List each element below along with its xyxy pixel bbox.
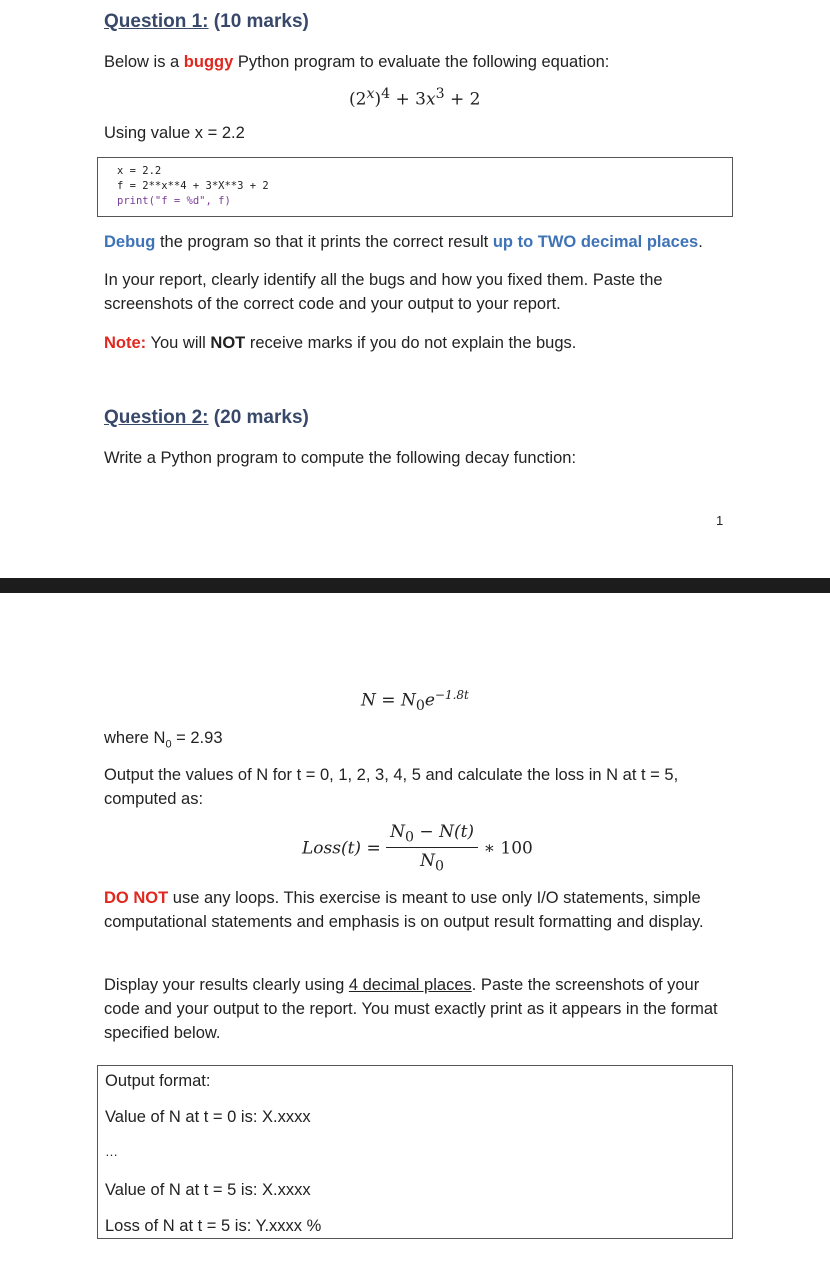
- output-instruction: Output the values of N for t = 0, 1, 2, 3, 4, 5 and calculate the loss in N at t = 5, computed as:: [104, 766, 679, 808]
- decay-lhs: N: [361, 690, 376, 711]
- note-text-pre: You will: [150, 334, 206, 352]
- page-separator: [0, 578, 830, 593]
- eq-exp2: 3: [435, 86, 445, 102]
- output-format-box: [97, 1065, 733, 1239]
- eq-coef: 3: [415, 89, 426, 110]
- question-1-label: Question 1:: [104, 11, 209, 32]
- output-ellipsis: …: [105, 1144, 118, 1159]
- code-line-2: f = 2**x**4 + 3*X**3 + 2: [117, 180, 269, 192]
- loss-lhs: Loss(t) =: [302, 838, 381, 859]
- intro-text-post: Python program to evaluate the following equation:: [237, 53, 610, 71]
- eq-base: 2: [355, 89, 367, 110]
- question-2-heading: [104, 407, 309, 429]
- donot-paragraph: [104, 886, 729, 934]
- debug-text: the program so that it prints the correct result: [159, 233, 489, 251]
- loss-tail: ∗ 100: [483, 838, 533, 859]
- where-value: = 2.93: [171, 729, 223, 747]
- donot-text: use any loops. This exercise is meant to use only I/O statements, simple computational statements and emphasis is on output result formatting and display.: [104, 889, 704, 931]
- code-line-3: [117, 194, 732, 209]
- loss-fraction: [386, 822, 478, 875]
- num-rest: − N(t): [414, 822, 475, 842]
- equation-1: $(2^x)^4 + 3x^3 + 2$: [349, 86, 481, 110]
- output-line-loss: Loss of N at t = 5 is: Y.xxxx %: [105, 1217, 322, 1235]
- num-n: N: [390, 822, 405, 842]
- report-instruction: In your report, clearly identify all the bugs and how you fixed them. Paste the screenshots of the correct code and your output to your report.: [104, 271, 663, 313]
- note-label: Note:: [104, 334, 147, 352]
- decay-exp: −1.8t: [434, 688, 469, 702]
- eq-exp-inner: x: [366, 86, 375, 102]
- debug-word: Debug: [104, 233, 156, 251]
- eq-exp-outer: 4: [381, 86, 391, 102]
- den-sub: 0: [435, 858, 445, 875]
- den-n: N: [420, 851, 436, 872]
- question-1-marks: (10 marks): [213, 11, 309, 32]
- question-1-heading: [104, 11, 309, 33]
- decimal-places-highlight: up to TWO decimal places: [492, 233, 699, 251]
- decay-equation: $N = N_0e^{-1.8t}$: [361, 688, 469, 715]
- debug-instruction: [104, 230, 703, 254]
- decimal-places-underline: 4 decimal places: [348, 976, 472, 994]
- where-sub: 0: [165, 738, 172, 751]
- loss-equation: [302, 822, 533, 875]
- intro-text-pre: Below is a: [104, 53, 180, 71]
- question-2-marks: (20 marks): [213, 407, 309, 428]
- code-line-1: x = 2.2: [117, 165, 162, 177]
- loss-denominator: [386, 848, 478, 874]
- document-page-2: [0, 593, 830, 1280]
- note-text-post: receive marks if you do not explain the bugs.: [249, 334, 577, 352]
- code-block: [97, 157, 733, 217]
- question-2-label: Question 2:: [104, 407, 209, 428]
- code-print-args: ("f = %d", f): [148, 195, 231, 207]
- debug-period: .: [698, 233, 703, 251]
- note-line: [104, 331, 576, 355]
- output-format-title: Output format:: [105, 1072, 211, 1090]
- page-number: 1: [716, 513, 724, 528]
- question-1-intro: [104, 50, 609, 74]
- where-line: [104, 726, 223, 756]
- decay-sub: 0: [415, 698, 425, 715]
- output-line-t0: Value of N at t = 0 is: X.xxxx: [105, 1108, 311, 1126]
- eq-var: x: [426, 89, 436, 110]
- decay-e: e: [424, 690, 435, 711]
- display-post: . Paste the screenshots of your code and your output to the report. You must exactly print as it appears in the format specified below.: [104, 976, 718, 1042]
- display-paragraph: [104, 973, 729, 1045]
- using-value-text: Using value x = 2.2: [104, 124, 245, 142]
- buggy-word: buggy: [183, 53, 234, 71]
- code-print-keyword: print: [117, 195, 149, 207]
- donot-label: DO NOT: [104, 889, 169, 907]
- output-line-t5: Value of N at t = 5 is: X.xxxx: [105, 1181, 311, 1199]
- note-not: NOT: [210, 334, 246, 352]
- decay-n: N: [400, 690, 416, 711]
- document-page-1: [0, 0, 830, 578]
- where-text: where N: [104, 729, 166, 747]
- loss-numerator: [386, 822, 478, 848]
- eq-const: 2: [469, 89, 481, 110]
- display-pre: Display your results clearly using: [104, 976, 345, 994]
- num-sub: 0: [405, 829, 415, 846]
- question-2-intro: Write a Python program to compute the following decay function:: [104, 449, 577, 467]
